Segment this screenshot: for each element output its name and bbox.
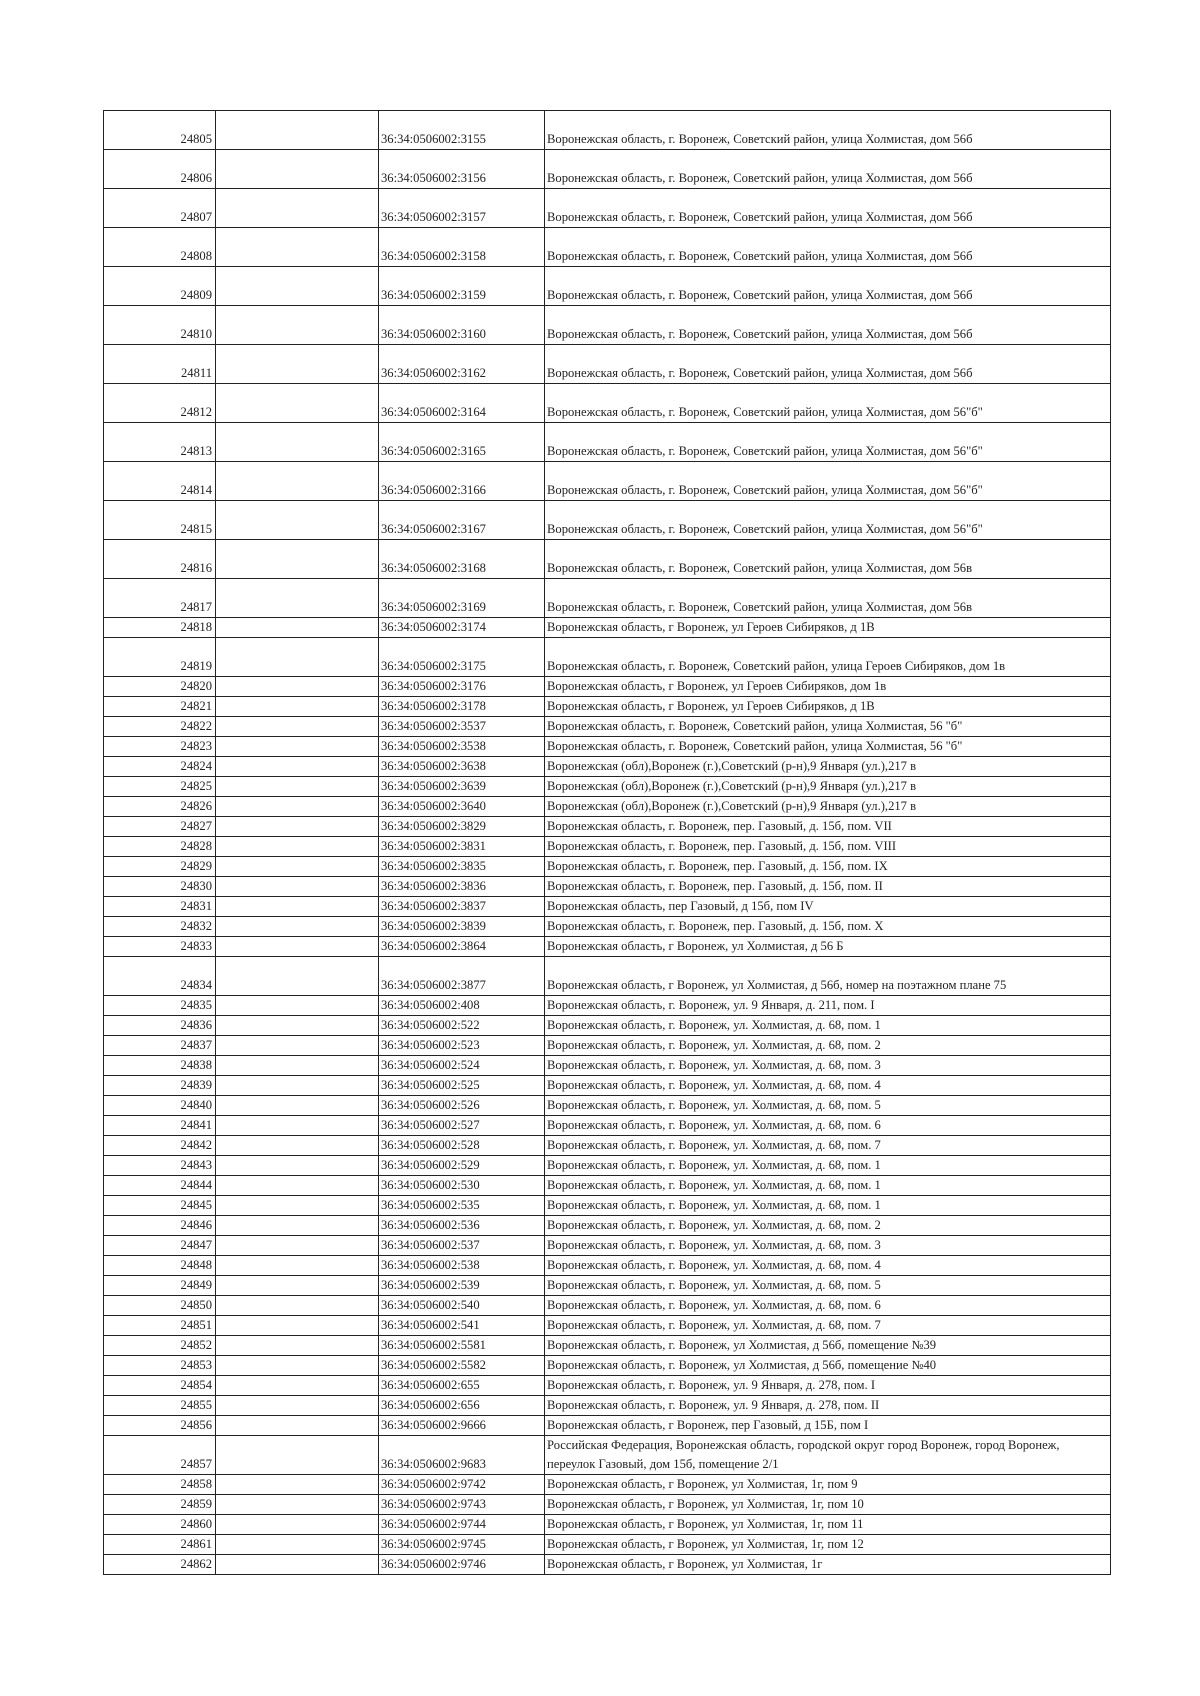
cadastral-number: 36:34:0506002:529: [379, 1156, 545, 1176]
cadastral-number: 36:34:0506002:539: [379, 1276, 545, 1296]
address: Воронежская область, г. Воронеж, пер. Газовый, д. 15б, пом. X: [545, 917, 1111, 937]
row-number: 24854: [104, 1376, 216, 1396]
table-row: [104, 1016, 1111, 1036]
row-number: 24829: [104, 857, 216, 877]
row-number: 24826: [104, 797, 216, 817]
empty-cell: [216, 638, 379, 677]
row-number: 24858: [104, 1475, 216, 1495]
empty-cell: [216, 306, 379, 345]
row-number: 24842: [104, 1136, 216, 1156]
table-row: [104, 1176, 1111, 1196]
row-number: 24830: [104, 877, 216, 897]
cadastral-number: 36:34:0506002:3159: [379, 267, 545, 306]
empty-cell: [216, 797, 379, 817]
row-number: 24862: [104, 1555, 216, 1575]
empty-cell: [216, 189, 379, 228]
row-number: 24843: [104, 1156, 216, 1176]
cadastral-number: 36:34:0506002:3168: [379, 540, 545, 579]
row-number: 24848: [104, 1256, 216, 1276]
table-row: [104, 877, 1111, 897]
empty-cell: [216, 937, 379, 957]
row-number: 24852: [104, 1336, 216, 1356]
address: Воронежская область, г. Воронеж, Советский район, улица Холмистая, дом 56б: [545, 267, 1111, 306]
address: Воронежская область, г Воронеж, ул Холмистая, 1г, пом 9: [545, 1475, 1111, 1495]
address: Воронежская область, г. Воронеж, ул. Холмистая, д. 68, пом. 6: [545, 1116, 1111, 1136]
address: Воронежская область, г. Воронеж, ул. Холмистая, д. 68, пом. 7: [545, 1316, 1111, 1336]
cadastral-number: 36:34:0506002:3837: [379, 897, 545, 917]
cadastral-number: 36:34:0506002:3167: [379, 501, 545, 540]
cadastral-number: 36:34:0506002:526: [379, 1096, 545, 1116]
table-row: [104, 1076, 1111, 1096]
row-number: 24835: [104, 996, 216, 1016]
row-number: 24820: [104, 677, 216, 697]
row-number: 24805: [104, 111, 216, 150]
empty-cell: [216, 1056, 379, 1076]
registry-table: [103, 110, 1111, 1575]
address: Воронежская область, г. Воронеж, Советский район, улица Холмистая, дом 56б: [545, 150, 1111, 189]
registry-body: [104, 111, 1111, 1575]
address: Воронежская область, г. Воронеж, Советский район, улица Холмистая, дом 56б: [545, 189, 1111, 228]
address: Воронежская область, г. Воронеж, ул Холмистая, д 56б, помещение №39: [545, 1336, 1111, 1356]
empty-cell: [216, 384, 379, 423]
table-row: [104, 638, 1111, 677]
address: Воронежская область, г. Воронеж, ул. Холмистая, д. 68, пом. 3: [545, 1056, 1111, 1076]
cadastral-number: 36:34:0506002:3178: [379, 697, 545, 717]
address: Воронежская область, г. Воронеж, ул. Холмистая, д. 68, пом. 7: [545, 1136, 1111, 1156]
table-row: [104, 1396, 1111, 1416]
address: Воронежская область, г. Воронеж, ул. 9 Января, д. 278, пом. I: [545, 1376, 1111, 1396]
cadastral-number: 36:34:0506002:522: [379, 1016, 545, 1036]
row-number: 24860: [104, 1515, 216, 1535]
address: Воронежская область, г Воронеж, ул Холмистая, д 56б, номер на поэтажном плане 75: [545, 957, 1111, 996]
address: Воронежская область, г. Воронеж, ул. Холмистая, д. 68, пом. 1: [545, 1016, 1111, 1036]
row-number: 24831: [104, 897, 216, 917]
table-row: [104, 1196, 1111, 1216]
address: Воронежская область, г. Воронеж, ул. Холмистая, д. 68, пом. 2: [545, 1036, 1111, 1056]
row-number: 24806: [104, 150, 216, 189]
address: Воронежская область, г Воронеж, ул Героев Сибиряков, дом 1в: [545, 677, 1111, 697]
empty-cell: [216, 1336, 379, 1356]
address: Воронежская область, г. Воронеж, Советский район, улица Холмистая, дом 56"б": [545, 501, 1111, 540]
table-row: [104, 837, 1111, 857]
table-row: [104, 384, 1111, 423]
address: Воронежская область, г. Воронеж, ул Холмистая, д 56б, помещение №40: [545, 1356, 1111, 1376]
table-row: [104, 228, 1111, 267]
cadastral-number: 36:34:0506002:530: [379, 1176, 545, 1196]
row-number: 24816: [104, 540, 216, 579]
row-number: 24841: [104, 1116, 216, 1136]
cadastral-number: 36:34:0506002:3864: [379, 937, 545, 957]
empty-cell: [216, 501, 379, 540]
address: Воронежская область, г. Воронеж, Советский район, улица Холмистая, дом 56б: [545, 306, 1111, 345]
empty-cell: [216, 677, 379, 697]
table-row: [104, 697, 1111, 717]
cadastral-number: 36:34:0506002:656: [379, 1396, 545, 1416]
row-number: 24825: [104, 777, 216, 797]
address: Воронежская область, г. Воронеж, Советский район, улица Холмистая, 56 "б": [545, 737, 1111, 757]
cadastral-number: 36:34:0506002:9683: [379, 1436, 545, 1475]
address: Воронежская область, г Воронеж, пер Газовый, д 15Б, пом I: [545, 1416, 1111, 1436]
empty-cell: [216, 228, 379, 267]
row-number: 24834: [104, 957, 216, 996]
cadastral-number: 36:34:0506002:3829: [379, 817, 545, 837]
cadastral-number: 36:34:0506002:523: [379, 1036, 545, 1056]
table-row: [104, 1495, 1111, 1515]
cadastral-number: 36:34:0506002:3831: [379, 837, 545, 857]
cadastral-number: 36:34:0506002:3158: [379, 228, 545, 267]
table-row: [104, 797, 1111, 817]
table-row: [104, 957, 1111, 996]
table-row: [104, 1036, 1111, 1056]
address: Воронежская область, г. Воронеж, Советский район, улица Холмистая, дом 56"б": [545, 462, 1111, 501]
address: Воронежская область, г. Воронеж, Советский район, улица Холмистая, дом 56в: [545, 579, 1111, 618]
row-number: 24821: [104, 697, 216, 717]
cadastral-number: 36:34:0506002:9743: [379, 1495, 545, 1515]
table-row: [104, 501, 1111, 540]
empty-cell: [216, 618, 379, 638]
table-row: [104, 937, 1111, 957]
row-number: 24827: [104, 817, 216, 837]
cadastral-number: 36:34:0506002:3156: [379, 150, 545, 189]
empty-cell: [216, 462, 379, 501]
address: Воронежская область, г Воронеж, ул Героев Сибиряков, д 1В: [545, 697, 1111, 717]
address: Воронежская область, г. Воронеж, Советский район, улица Героев Сибиряков, дом 1в: [545, 638, 1111, 677]
table-row: [104, 996, 1111, 1016]
cadastral-number: 36:34:0506002:5582: [379, 1356, 545, 1376]
row-number: 24851: [104, 1316, 216, 1336]
cadastral-number: 36:34:0506002:3157: [379, 189, 545, 228]
row-number: 24811: [104, 345, 216, 384]
empty-cell: [216, 717, 379, 737]
cadastral-number: 36:34:0506002:537: [379, 1236, 545, 1256]
cadastral-number: 36:34:0506002:3165: [379, 423, 545, 462]
row-number: 24824: [104, 757, 216, 777]
cadastral-number: 36:34:0506002:3175: [379, 638, 545, 677]
cadastral-number: 36:34:0506002:525: [379, 1076, 545, 1096]
table-row: [104, 1336, 1111, 1356]
table-row: [104, 189, 1111, 228]
empty-cell: [216, 1196, 379, 1216]
row-number: 24856: [104, 1416, 216, 1436]
address: Воронежская область, г. Воронеж, ул. Холмистая, д. 68, пом. 5: [545, 1096, 1111, 1116]
table-row: [104, 1555, 1111, 1575]
address: Воронежская область, г. Воронеж, Советский район, улица Холмистая, дом 56б: [545, 345, 1111, 384]
cadastral-number: 36:34:0506002:3835: [379, 857, 545, 877]
row-number: 24812: [104, 384, 216, 423]
empty-cell: [216, 857, 379, 877]
row-number: 24813: [104, 423, 216, 462]
cadastral-number: 36:34:0506002:3836: [379, 877, 545, 897]
row-number: 24817: [104, 579, 216, 618]
empty-cell: [216, 1216, 379, 1236]
cadastral-number: 36:34:0506002:538: [379, 1256, 545, 1276]
empty-cell: [216, 1436, 379, 1475]
table-row: [104, 111, 1111, 150]
address: Воронежская область, г. Воронеж, Советский район, улица Холмистая, дом 56б: [545, 228, 1111, 267]
cadastral-number: 36:34:0506002:524: [379, 1056, 545, 1076]
cadastral-number: 36:34:0506002:3640: [379, 797, 545, 817]
cadastral-number: 36:34:0506002:9744: [379, 1515, 545, 1535]
table-row: [104, 1416, 1111, 1436]
row-number: 24840: [104, 1096, 216, 1116]
cadastral-number: 36:34:0506002:3169: [379, 579, 545, 618]
empty-cell: [216, 757, 379, 777]
table-row: [104, 150, 1111, 189]
table-row: [104, 677, 1111, 697]
empty-cell: [216, 1535, 379, 1555]
empty-cell: [216, 1276, 379, 1296]
empty-cell: [216, 1176, 379, 1196]
address: Воронежская область, пер Газовый, д 15б, пом IV: [545, 897, 1111, 917]
table-row: [104, 1296, 1111, 1316]
cadastral-number: 36:34:0506002:3166: [379, 462, 545, 501]
row-number: 24809: [104, 267, 216, 306]
cadastral-number: 36:34:0506002:655: [379, 1376, 545, 1396]
row-number: 24846: [104, 1216, 216, 1236]
cadastral-number: 36:34:0506002:528: [379, 1136, 545, 1156]
table-row: [104, 757, 1111, 777]
table-row: [104, 1256, 1111, 1276]
empty-cell: [216, 1156, 379, 1176]
empty-cell: [216, 817, 379, 837]
empty-cell: [216, 1236, 379, 1256]
address: Воронежская область, г. Воронеж, Советский район, улица Холмистая, дом 56б: [545, 111, 1111, 150]
table-row: [104, 1515, 1111, 1535]
empty-cell: [216, 1256, 379, 1276]
empty-cell: [216, 897, 379, 917]
row-number: 24850: [104, 1296, 216, 1316]
cadastral-number: 36:34:0506002:3176: [379, 677, 545, 697]
row-number: 24818: [104, 618, 216, 638]
cadastral-number: 36:34:0506002:3538: [379, 737, 545, 757]
table-row: [104, 306, 1111, 345]
address: Воронежская область, г. Воронеж, ул. Холмистая, д. 68, пом. 5: [545, 1276, 1111, 1296]
cadastral-number: 36:34:0506002:3638: [379, 757, 545, 777]
empty-cell: [216, 837, 379, 857]
empty-cell: [216, 737, 379, 757]
row-number: 24814: [104, 462, 216, 501]
table-row: [104, 1316, 1111, 1336]
address: Воронежская область, г Воронеж, ул Холмистая, 1г: [545, 1555, 1111, 1575]
cadastral-number: 36:34:0506002:540: [379, 1296, 545, 1316]
table-row: [104, 737, 1111, 757]
empty-cell: [216, 1396, 379, 1416]
empty-cell: [216, 697, 379, 717]
table-row: [104, 897, 1111, 917]
cadastral-number: 36:34:0506002:3155: [379, 111, 545, 150]
address: Воронежская область, г. Воронеж, Советский район, улица Холмистая, дом 56"б": [545, 423, 1111, 462]
empty-cell: [216, 1076, 379, 1096]
table-row: [104, 267, 1111, 306]
empty-cell: [216, 1515, 379, 1535]
empty-cell: [216, 777, 379, 797]
empty-cell: [216, 540, 379, 579]
cadastral-number: 36:34:0506002:3160: [379, 306, 545, 345]
row-number: 24832: [104, 917, 216, 937]
cadastral-number: 36:34:0506002:9742: [379, 1475, 545, 1495]
cadastral-number: 36:34:0506002:3639: [379, 777, 545, 797]
empty-cell: [216, 345, 379, 384]
empty-cell: [216, 1296, 379, 1316]
row-number: 24847: [104, 1236, 216, 1256]
address: Воронежская область, г Воронеж, ул Героев Сибиряков, д 1В: [545, 618, 1111, 638]
address: Воронежская область, г. Воронеж, ул. Холмистая, д. 68, пом. 1: [545, 1156, 1111, 1176]
cadastral-number: 36:34:0506002:541: [379, 1316, 545, 1336]
cadastral-number: 36:34:0506002:9745: [379, 1535, 545, 1555]
address: Воронежская (обл),Воронеж (г.),Советский (р-н),9 Января (ул.),217 в: [545, 797, 1111, 817]
table-row: [104, 1276, 1111, 1296]
row-number: 24855: [104, 1396, 216, 1416]
row-number: 24859: [104, 1495, 216, 1515]
address: Воронежская область, г. Воронеж, Советский район, улица Холмистая, 56 "б": [545, 717, 1111, 737]
empty-cell: [216, 996, 379, 1016]
row-number: 24828: [104, 837, 216, 857]
empty-cell: [216, 1036, 379, 1056]
row-number: 24833: [104, 937, 216, 957]
empty-cell: [216, 423, 379, 462]
row-number: 24807: [104, 189, 216, 228]
table-row: [104, 579, 1111, 618]
cadastral-number: 36:34:0506002:3537: [379, 717, 545, 737]
table-row: [104, 1436, 1111, 1475]
empty-cell: [216, 957, 379, 996]
address: Воронежская область, г. Воронеж, ул. 9 Января, д. 211, пом. I: [545, 996, 1111, 1016]
empty-cell: [216, 1416, 379, 1436]
table-row: [104, 1156, 1111, 1176]
empty-cell: [216, 150, 379, 189]
table-row: [104, 1535, 1111, 1555]
empty-cell: [216, 1555, 379, 1575]
table-row: [104, 462, 1111, 501]
row-number: 24819: [104, 638, 216, 677]
address: Воронежская область, г Воронеж, ул Холмистая, 1г, пом 10: [545, 1495, 1111, 1515]
row-number: 24837: [104, 1036, 216, 1056]
table-row: [104, 618, 1111, 638]
table-row: [104, 717, 1111, 737]
empty-cell: [216, 877, 379, 897]
row-number: 24810: [104, 306, 216, 345]
table-row: [104, 345, 1111, 384]
empty-cell: [216, 1016, 379, 1036]
table-row: [104, 917, 1111, 937]
table-row: [104, 1096, 1111, 1116]
address: Воронежская область, г. Воронеж, ул. Холмистая, д. 68, пом. 1: [545, 1196, 1111, 1216]
empty-cell: [216, 267, 379, 306]
empty-cell: [216, 111, 379, 150]
table-row: [104, 777, 1111, 797]
cadastral-number: 36:34:0506002:536: [379, 1216, 545, 1236]
cadastral-number: 36:34:0506002:3164: [379, 384, 545, 423]
address: Воронежская область, г. Воронеж, ул. 9 Января, д. 278, пом. II: [545, 1396, 1111, 1416]
cadastral-number: 36:34:0506002:9746: [379, 1555, 545, 1575]
address: Воронежская область, г. Воронеж, пер. Газовый, д. 15б, пом. II: [545, 877, 1111, 897]
address: Воронежская область, г. Воронеж, Советский район, улица Холмистая, дом 56в: [545, 540, 1111, 579]
address: Воронежская область, г. Воронеж, пер. Газовый, д. 15б, пом. VII: [545, 817, 1111, 837]
table-row: [104, 540, 1111, 579]
row-number: 24839: [104, 1076, 216, 1096]
address: Воронежская область, г Воронеж, ул Холмистая, д 56 Б: [545, 937, 1111, 957]
empty-cell: [216, 1136, 379, 1156]
empty-cell: [216, 917, 379, 937]
row-number: 24815: [104, 501, 216, 540]
empty-cell: [216, 1495, 379, 1515]
empty-cell: [216, 1475, 379, 1495]
address: Российская Федерация, Воронежская область, городской округ город Воронеж, город Воронеж, переулок Газовый, дом 15б, помещение 2/1: [545, 1436, 1111, 1475]
row-number: 24844: [104, 1176, 216, 1196]
address: Воронежская область, г. Воронеж, пер. Газовый, д. 15б, пом. IX: [545, 857, 1111, 877]
table-row: [104, 1356, 1111, 1376]
table-row: [104, 1376, 1111, 1396]
address: Воронежская область, г. Воронеж, Советский район, улица Холмистая, дом 56"б": [545, 384, 1111, 423]
address: Воронежская область, г. Воронеж, ул. Холмистая, д. 68, пом. 2: [545, 1216, 1111, 1236]
table-row: [104, 1236, 1111, 1256]
empty-cell: [216, 1316, 379, 1336]
row-number: 24857: [104, 1436, 216, 1475]
table-row: [104, 1116, 1111, 1136]
empty-cell: [216, 1356, 379, 1376]
address: Воронежская область, г. Воронеж, ул. Холмистая, д. 68, пом. 4: [545, 1256, 1111, 1276]
address: Воронежская область, г. Воронеж, ул. Холмистая, д. 68, пом. 1: [545, 1176, 1111, 1196]
address: Воронежская (обл),Воронеж (г.),Советский (р-н),9 Января (ул.),217 в: [545, 777, 1111, 797]
row-number: 24823: [104, 737, 216, 757]
cadastral-number: 36:34:0506002:535: [379, 1196, 545, 1216]
cadastral-number: 36:34:0506002:527: [379, 1116, 545, 1136]
address: Воронежская область, г. Воронеж, пер. Газовый, д. 15б, пом. VIII: [545, 837, 1111, 857]
table-row: [104, 423, 1111, 462]
empty-cell: [216, 1096, 379, 1116]
address: Воронежская область, г Воронеж, ул Холмистая, 1г, пом 11: [545, 1515, 1111, 1535]
cadastral-number: 36:34:0506002:3162: [379, 345, 545, 384]
table-row: [104, 1056, 1111, 1076]
row-number: 24822: [104, 717, 216, 737]
cadastral-number: 36:34:0506002:408: [379, 996, 545, 1016]
empty-cell: [216, 579, 379, 618]
address: Воронежская область, г. Воронеж, ул. Холмистая, д. 68, пом. 4: [545, 1076, 1111, 1096]
empty-cell: [216, 1116, 379, 1136]
row-number: 24861: [104, 1535, 216, 1555]
address: Воронежская область, г. Воронеж, ул. Холмистая, д. 68, пом. 3: [545, 1236, 1111, 1256]
empty-cell: [216, 1376, 379, 1396]
table-row: [104, 1136, 1111, 1156]
address: Воронежская (обл),Воронеж (г.),Советский (р-н),9 Января (ул.),217 в: [545, 757, 1111, 777]
cadastral-number: 36:34:0506002:9666: [379, 1416, 545, 1436]
table-row: [104, 1216, 1111, 1236]
row-number: 24808: [104, 228, 216, 267]
row-number: 24849: [104, 1276, 216, 1296]
row-number: 24853: [104, 1356, 216, 1376]
cadastral-number: 36:34:0506002:3174: [379, 618, 545, 638]
cadastral-number: 36:34:0506002:3839: [379, 917, 545, 937]
table-row: [104, 1475, 1111, 1495]
address: Воронежская область, г Воронеж, ул Холмистая, 1г, пом 12: [545, 1535, 1111, 1555]
address: Воронежская область, г. Воронеж, ул. Холмистая, д. 68, пом. 6: [545, 1296, 1111, 1316]
table-row: [104, 817, 1111, 837]
row-number: 24836: [104, 1016, 216, 1036]
row-number: 24838: [104, 1056, 216, 1076]
cadastral-number: 36:34:0506002:3877: [379, 957, 545, 996]
row-number: 24845: [104, 1196, 216, 1216]
cadastral-number: 36:34:0506002:5581: [379, 1336, 545, 1356]
table-row: [104, 857, 1111, 877]
